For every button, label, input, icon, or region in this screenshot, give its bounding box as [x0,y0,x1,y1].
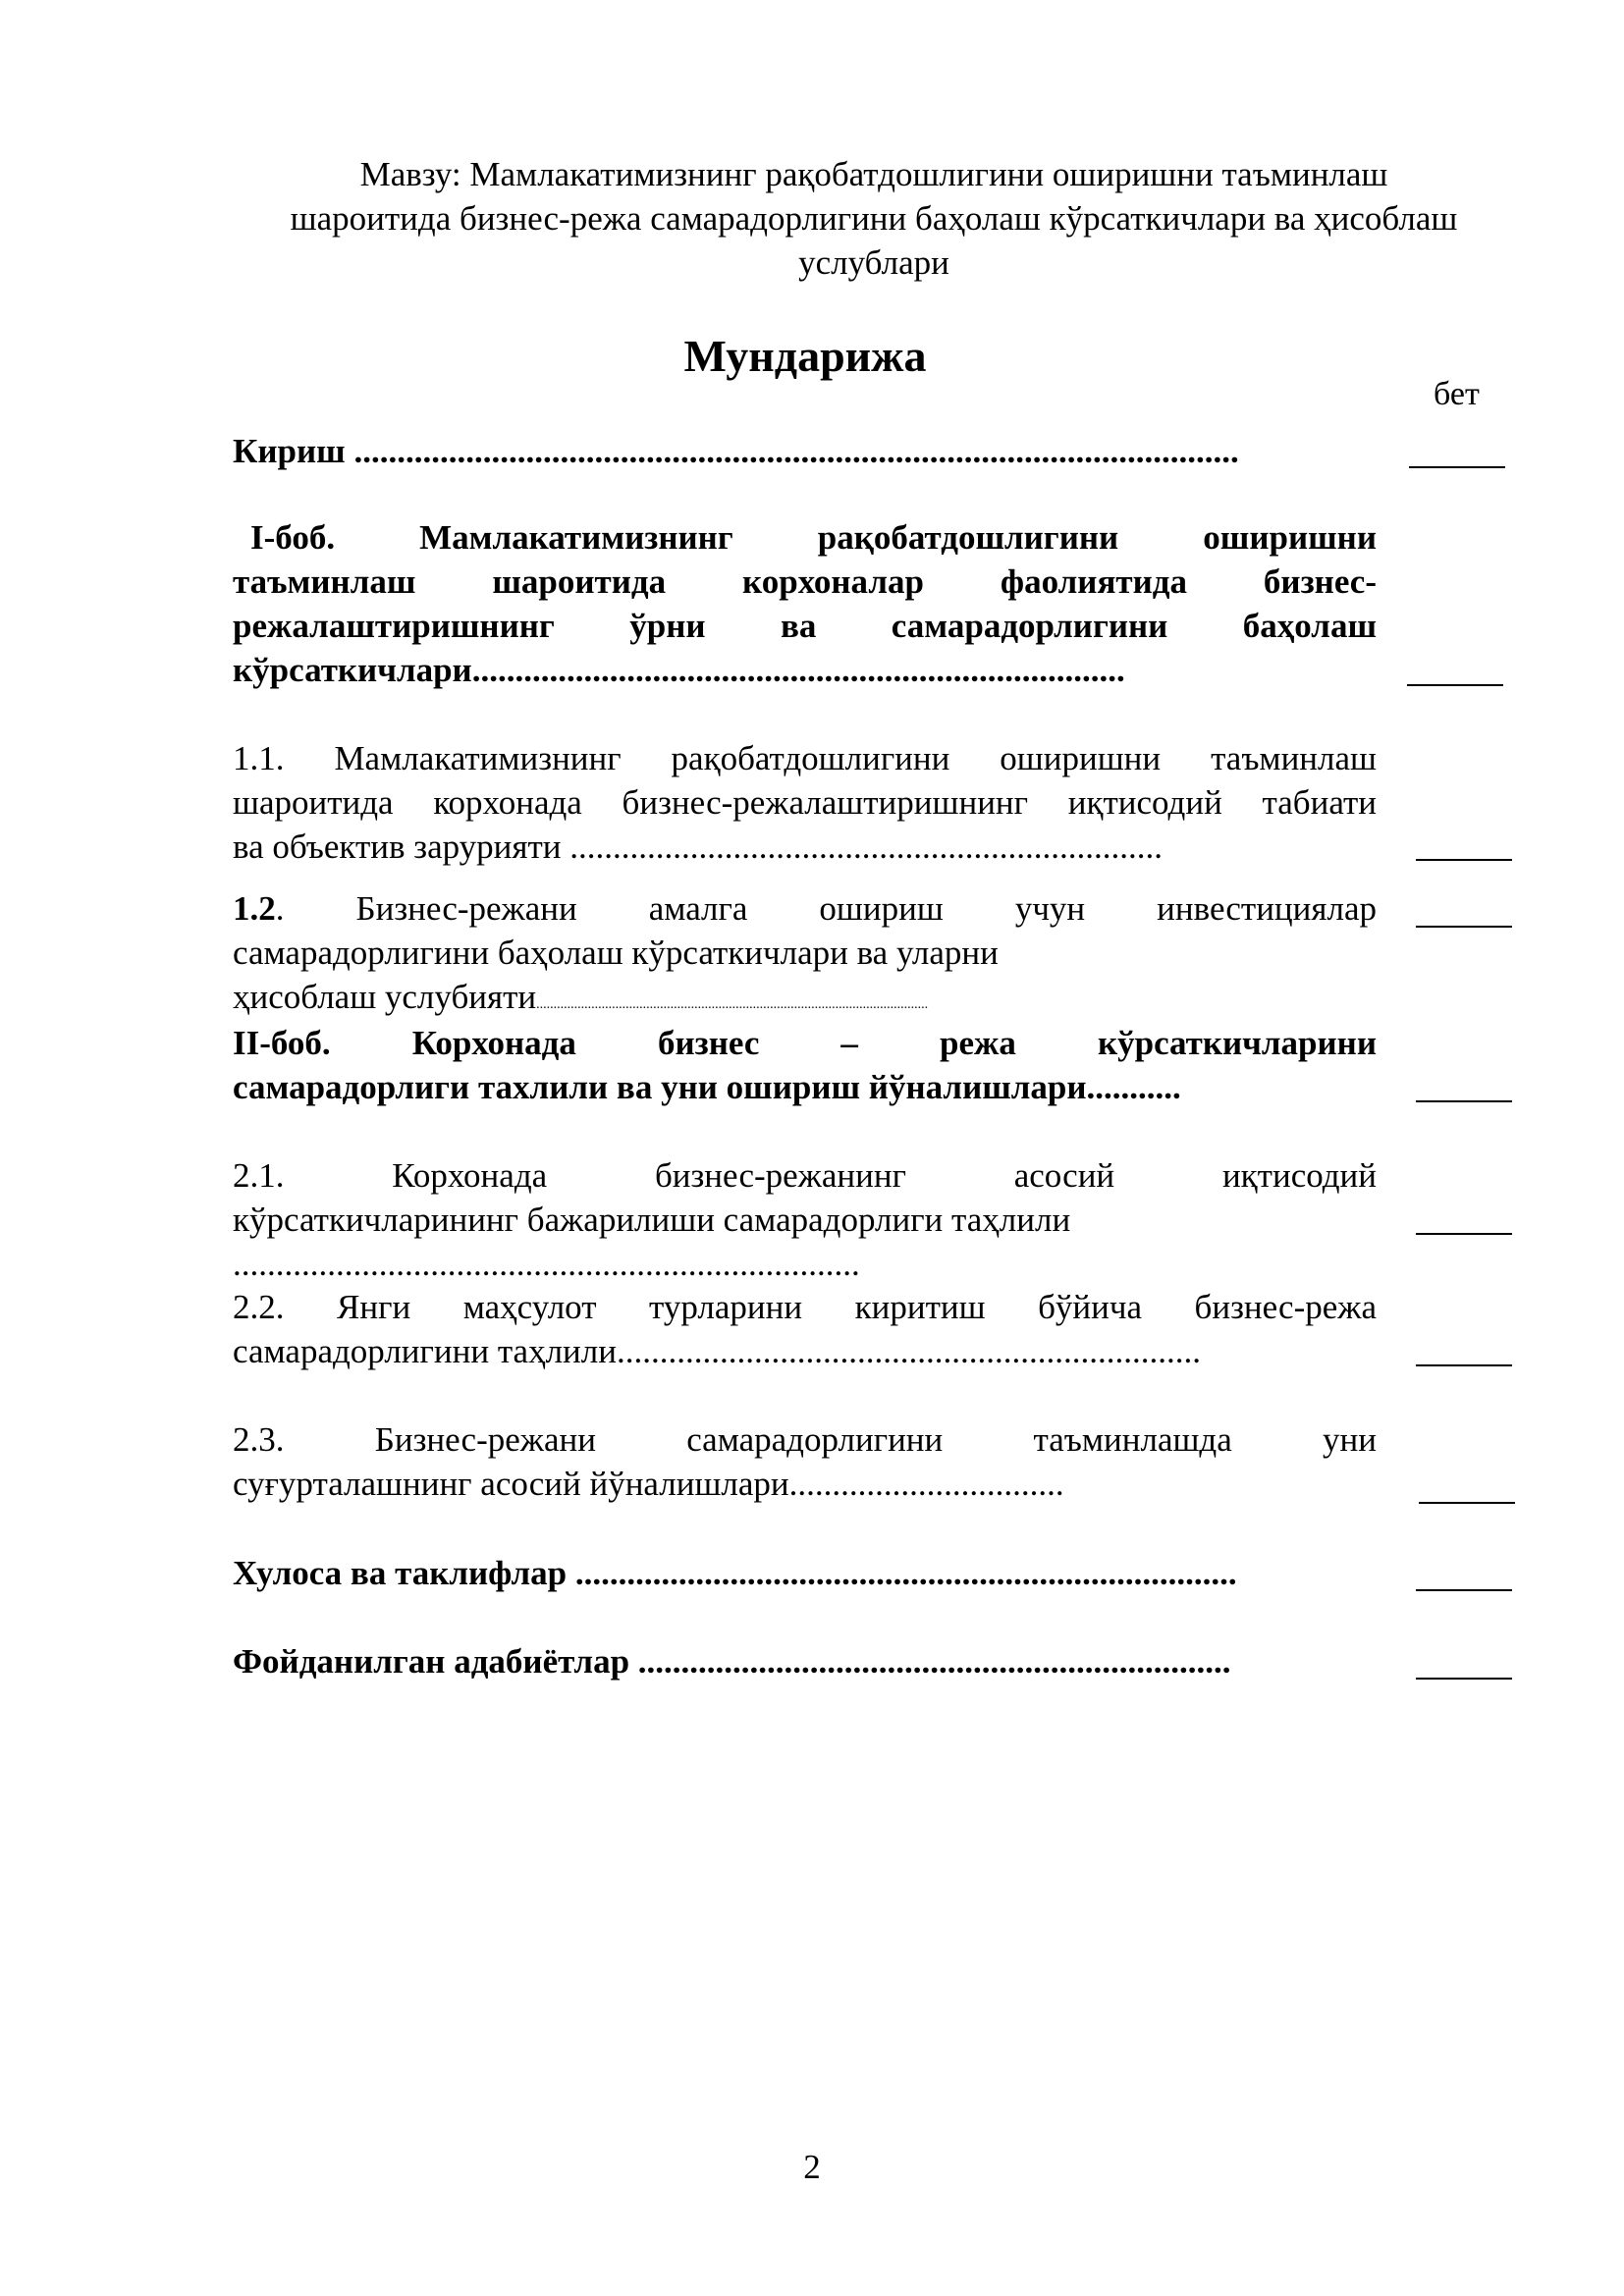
section-2-2-line-2: самарадорлигини таҳлили.................................................................... [233,1332,1201,1370]
page-number-blank-conclusions [1416,1589,1512,1591]
section-2-1-line-2: кўрсаткичларининг бажарилиши самарадорлиги таҳлили [233,1201,1071,1239]
page-number-blank-chapter-1 [1407,684,1503,686]
topic-heading: Мавзу: Мамлакатимизнинг рақобатдошлигини оширишни таъминлаш шароитида бизнес-режа самарадорлигини баҳолаш кўрсаткичлари ва ҳисоблаш услублари [290,155,1458,282]
toc-entry-conclusions-text: Хулоса ва таклифлар ............................................................................. [233,1554,1237,1592]
section-1-1-line-3: ва объектив зарурияти ..................................................................... [233,828,1164,866]
toc-entry-chapter-1 [233,515,1377,692]
page-number-blank-2-3 [1419,1502,1515,1504]
page-number-blank-references [1416,1678,1512,1680]
toc-entry-1-1 [233,736,1377,869]
toc-entry-intro-text: Кириш ....................................................................................................... [233,432,1239,470]
chapter-1-line-1: I-боб. Мамлакатимизнинг рақобатдошлигини оширишни [250,518,1377,557]
section-1-1-line-1: 1.1. Мамлакатимизнинг рақобатдошлигини оширишни таъминлаш [233,739,1377,777]
section-1-2-line-3-text: ҳисоблаш услубияти [233,978,537,1016]
toc-entry-2-2 [233,1285,1377,1373]
toc-entry-intro [233,429,1377,473]
section-1-2-line-1 [233,886,1377,931]
chapter-2-line-2: самарадорлиги тахлили ва уни ошириш йўналишлари........... [233,1068,1181,1106]
chapter-2-line-1: II-боб. Корхонада бизнес – режа кўрсаткичларини [233,1024,1377,1062]
page-number-blank-1-1 [1416,859,1512,861]
section-1-2-line-2: самарадорлигини баҳолаш кўрсаткичлари ва уларни [233,934,999,972]
section-2-1-line-1: 2.1. Корхонада бизнес-режанинг асосий иқтисодий [233,1156,1377,1195]
page-number-blank-1-2 [1416,926,1512,928]
toc-entry-2-3 [233,1417,1377,1506]
page-number-blank-intro [1409,466,1505,468]
toc-entry-references [233,1639,1377,1683]
page-column-label: бет [1434,376,1480,412]
section-2-2-line-1: 2.2. Янги маҳсулот турларини киритиш бўйича бизнес-режа [233,1288,1377,1326]
section-1-2-line-1-text: . Бизнес-режани амалга ошириш учун инвестициялар [275,889,1377,928]
chapter-1-line-2: таъминлаш шароитида корхоналар фаолиятида бизнес- [233,562,1377,601]
section-2-3-line-2: суғурталашнинг асосий йўналишлари................................ [233,1465,1064,1503]
page-title: Мундарижа [683,331,927,381]
section-2-1-line-3: ......................................................................... [233,1245,860,1283]
page-number: 2 [803,2148,821,2186]
section-1-2-line-3 [233,975,1377,1027]
section-1-2-number: 1.2 [233,889,276,928]
toc-entry-references-text: Фойданилган адабиётлар ..................................................................... [233,1642,1231,1681]
section-2-3-line-1: 2.3. Бизнес-режани самарадорлигини таъминлашда уни [233,1420,1377,1459]
toc-entry-2-1 [233,1153,1377,1286]
page-number-blank-chapter-2 [1416,1100,1512,1102]
section-1-1-line-2: шароитида корхонада бизнес-режалаштиришнинг иқтисодий табиати [233,783,1377,822]
chapter-1-line-3: режалаштиришнинг ўрни ва самарадорлигини баҳолаш [233,607,1377,645]
page-number-blank-2-1 [1416,1233,1512,1235]
chapter-1-line-4: кўрсаткичлари............................................................................ [233,651,1125,689]
section-1-2-leader-dots: .................................................................................................................. [536,997,929,1012]
toc-entry-1-2 [233,886,1377,1027]
toc-entry-chapter-2 [233,1021,1377,1109]
page-number-blank-2-2 [1416,1364,1512,1366]
toc-entry-conclusions [233,1551,1377,1595]
